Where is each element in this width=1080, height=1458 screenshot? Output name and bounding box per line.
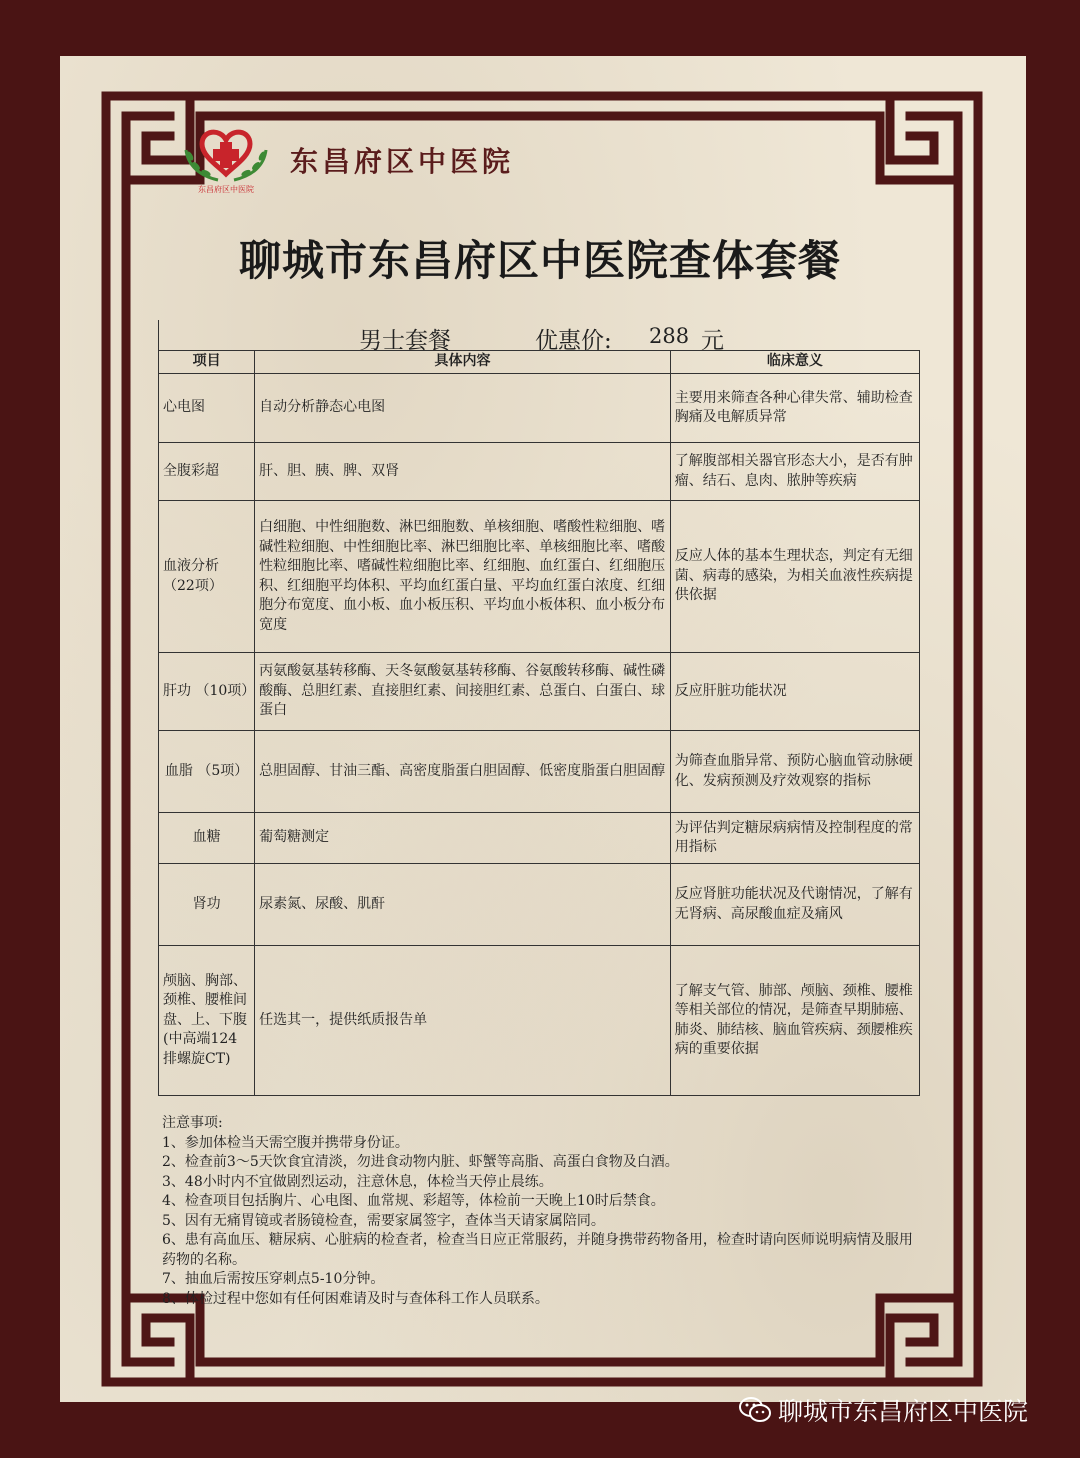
row-content: 葡萄糖测定 <box>255 813 671 864</box>
price-label: 优惠价: <box>535 328 612 354</box>
row-meaning: 反应肝脏功能状况 <box>670 653 919 731</box>
price-value: 288 <box>649 324 690 348</box>
note-item: 5、因有无痛胃镜或者肠镜检查，需要家属签字，查体当天请家属陪同。 <box>162 1212 605 1229</box>
table-row <box>159 813 920 864</box>
table-header-row <box>159 351 920 374</box>
row-meaning: 了解支气管、肺部、颅脑、颈椎、腰椎等相关部位的情况，是筛查早期肺癌、肺炎、肺结核、脑血管疾病、颈腰椎疾病的重要依据 <box>670 946 919 1096</box>
page-title: 聊城市东昌府区中医院查体套餐 <box>238 236 841 285</box>
row-item: 全腹彩超 <box>159 443 255 501</box>
row-meaning: 主要用来筛查各种心律失常、辅助检查胸痛及电解质异常 <box>670 374 919 443</box>
note-item: 2、检查前3～5天饮食宜清淡，勿进食动物内脏、虾蟹等高脂、高蛋白食物及白酒。 <box>162 1154 679 1170</box>
row-meaning: 为评估判定糖尿病病情及控制程度的常用指标 <box>670 813 919 864</box>
note-item: 1、参加体检当天需空腹并携带身份证。 <box>162 1134 409 1151</box>
header-content: 具体内容 <box>255 351 671 374</box>
package-header <box>158 320 921 354</box>
row-meaning: 为筛查血脂异常、预防心脑血管动脉硬化、发病预测及疗效观察的指标 <box>670 731 919 813</box>
row-content: 任选其一，提供纸质报告单 <box>255 946 671 1096</box>
row-content: 自动分析静态心电图 <box>255 374 671 443</box>
note-item: 4、检查项目包括胸片、心电图、血常规、彩超等，体检前一天晚上10时后禁食。 <box>162 1193 665 1209</box>
row-item: 血脂 （5项） <box>159 731 255 813</box>
row-meaning: 反应人体的基本生理状态，判定有无细菌、病毒的感染，为相关血液性疾病提供依据 <box>670 501 919 653</box>
table-row <box>159 946 920 1096</box>
note-item: 6、患有高血压、糖尿病、心脏病的检查者，检查当日应正常服药，并随身携带药物备用，检查时请向医师说明病情及服用药物的名称。 <box>162 1232 913 1268</box>
package-name: 男士套餐 <box>359 328 451 354</box>
notes-section <box>162 1114 918 1309</box>
watermark <box>738 1392 1048 1428</box>
exam-table <box>158 350 920 1096</box>
header-item: 项目 <box>159 351 255 374</box>
watermark-text: 聊城市东昌府区中医院 <box>778 1397 1029 1426</box>
note-item: 3、48小时内不宜做剧烈运动，注意休息，体检当天停止晨练。 <box>162 1173 553 1190</box>
table-row <box>159 443 920 501</box>
row-item: 血糖 <box>159 813 255 864</box>
row-meaning: 反应肾脏功能状况及代谢情况，了解有无肾病、高尿酸血症及痛风 <box>670 864 919 946</box>
row-item: 肾功 <box>159 864 255 946</box>
wechat-icon <box>738 1396 772 1424</box>
table-row <box>159 864 920 946</box>
note-item: 8、体检过程中您如有任何困难请及时与查体科工作人员联系。 <box>162 1290 549 1307</box>
table-row <box>159 501 920 653</box>
header-meaning: 临床意义 <box>670 351 919 374</box>
row-content: 肝、胆、胰、脾、双肾 <box>255 443 671 501</box>
row-content: 白细胞、中性细胞数、淋巴细胞数、单核细胞、嗜酸性粒细胞、嗜碱性粒细胞、中性细胞比率、淋巴细胞比率、单核细胞比率、嗜酸性粒细胞比率、嗜碱性粒细胞比率、红细胞、血红蛋白、红细胞压积、红细胞平均体积、平均血红蛋白量、平均血红蛋白浓度、红细胞分布宽度、血小板、血小板压积、平均血小板体积、血小板分布宽度 <box>255 501 671 653</box>
table-row <box>159 731 920 813</box>
table-row <box>159 374 920 443</box>
row-item: 血液分析（22项） <box>159 501 255 653</box>
table-row <box>159 653 920 731</box>
hospital-name: 东昌府区中医院 <box>290 145 515 178</box>
row-content: 尿素氮、尿酸、肌酐 <box>255 864 671 946</box>
row-item: 颅脑、胸部、颈椎、腰椎间盘、上、下腹(中高端124排螺旋CT) <box>159 946 255 1096</box>
logo-caption: 东昌府区中医院 <box>198 185 254 194</box>
row-content: 丙氨酸氨基转移酶、天冬氨酸氨基转移酶、谷氨酸转移酶、碱性磷酸酶、总胆红素、直接胆红素、间接胆红素、总蛋白、白蛋白、球蛋白 <box>255 653 671 731</box>
row-item: 肝功 （10项） <box>159 653 255 731</box>
row-item: 心电图 <box>159 374 255 443</box>
row-content: 总胆固醇、甘油三酯、高密度脂蛋白胆固醇、低密度脂蛋白胆固醇 <box>255 731 671 813</box>
note-item: 7、抽血后需按压穿刺点5-10分钟。 <box>162 1271 385 1287</box>
row-meaning: 了解腹部相关器官形态大小，是否有肿瘤、结石、息肉、脓肿等疾病 <box>670 443 919 501</box>
price-unit: 元 <box>701 328 724 354</box>
notes-title: 注意事项: <box>162 1115 223 1131</box>
hospital-logo <box>180 126 272 196</box>
